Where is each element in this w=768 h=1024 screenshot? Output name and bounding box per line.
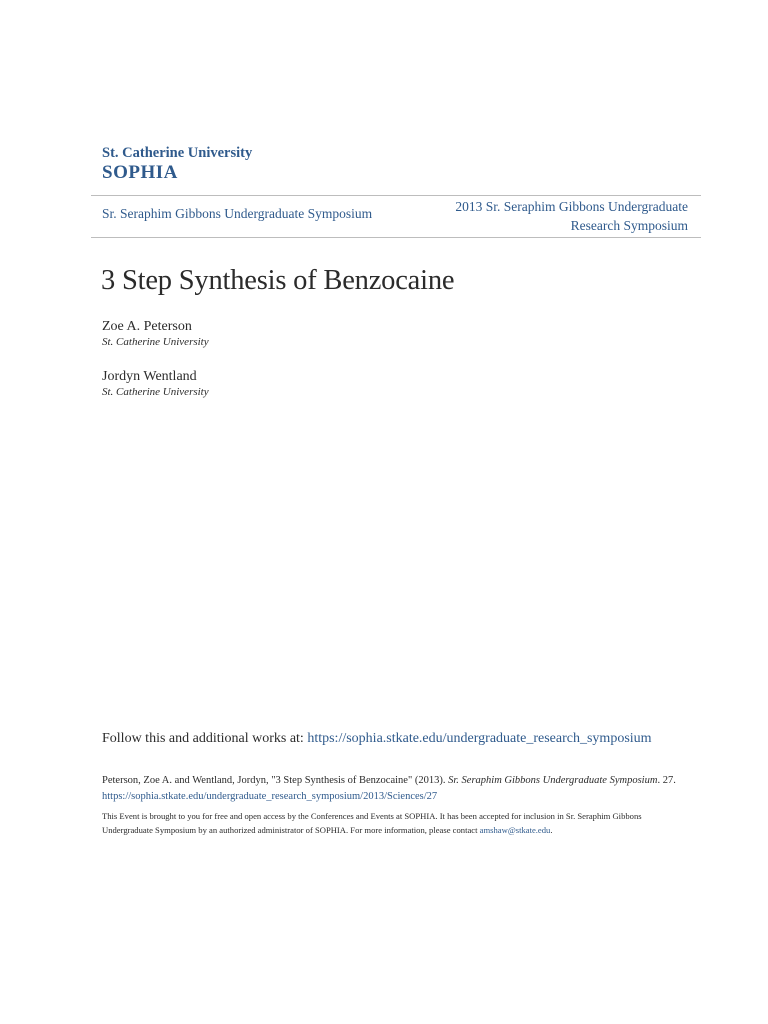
author-name: Jordyn Wentland	[102, 369, 197, 384]
access-notice-end: .	[550, 825, 553, 835]
author-block	[102, 318, 209, 350]
subcollection-line-1: 2013 Sr. Seraphim Gibbons Undergraduate	[455, 199, 688, 214]
subcollection-line-2: Research Symposium	[570, 218, 688, 233]
follow-link[interactable]: https://sophia.stkate.edu/undergraduate_research_symposium	[307, 731, 652, 746]
paper-title: 3 Step Synthesis of Benzocaine	[101, 265, 455, 296]
author-name: Zoe A. Peterson	[102, 319, 192, 334]
follow-prefix: Follow this and additional works at:	[102, 731, 304, 746]
university-name: St. Catherine University	[102, 145, 253, 161]
access-notice-text: This Event is brought to you for free and open access by the Conferences and Events at SOPHIA. It has been accepted for inclusion in Sr. Seraphim Gibbons Undergraduate Symposium by an authorized administrator of SOPHIA. For more information, please contact	[102, 811, 642, 835]
citation-number: . 27.	[657, 775, 676, 786]
access-notice	[102, 809, 682, 837]
citation-text: Peterson, Zoe A. and Wentland, Jordyn, "3 Step Synthesis of Benzocaine" (2013).	[102, 775, 446, 786]
recommended-citation	[102, 773, 702, 805]
contact-email-link[interactable]: amshaw@stkate.edu	[479, 825, 551, 835]
author-block	[102, 368, 209, 400]
collection-link[interactable]: Sr. Seraphim Gibbons Undergraduate Symposium	[102, 206, 373, 221]
citation-link[interactable]: https://sophia.stkate.edu/undergraduate_research_symposium/2013/Sciences/27	[102, 791, 438, 802]
repository-name[interactable]: SOPHIA	[102, 162, 178, 183]
subcollection-link[interactable]	[408, 197, 688, 235]
header-divider-top	[91, 195, 701, 196]
citation-journal: Sr. Seraphim Gibbons Undergraduate Symposium	[448, 775, 658, 786]
repository-header	[102, 145, 252, 184]
author-affiliation: St. Catherine University	[102, 386, 209, 398]
follow-line	[102, 731, 652, 747]
header-divider-bottom	[91, 237, 701, 238]
author-affiliation: St. Catherine University	[102, 336, 209, 348]
